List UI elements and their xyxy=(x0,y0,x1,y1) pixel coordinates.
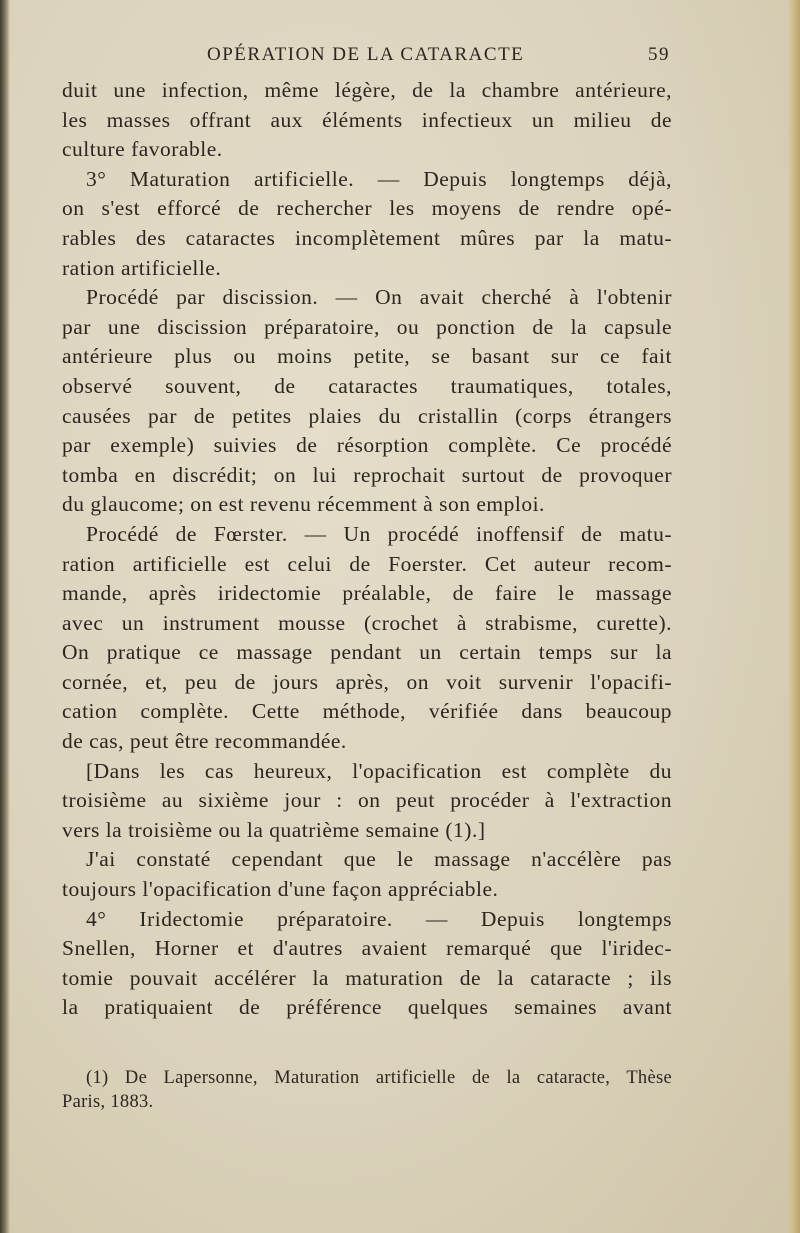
text-line: causées par de petites plaies du cristallin (corps étrangers xyxy=(62,403,672,428)
footnote-line: Paris, 1883. xyxy=(62,1092,154,1112)
text-line: rables des cataractes incomplètement mûres par la matu- xyxy=(62,225,672,250)
text-line: par exemple) suivies de résorption complète. Ce procédé xyxy=(62,433,672,458)
text-line: ration artificielle. xyxy=(62,255,222,280)
text-line: par une discission préparatoire, ou ponction de la capsule xyxy=(62,314,672,339)
text-line: duit une infection, même légère, de la chambre antérieure, xyxy=(62,78,672,102)
text-line: 3° Maturation artificielle. — Depuis longtemps déjà, xyxy=(86,166,672,191)
text-line: culture favorable. xyxy=(62,137,223,162)
text-line: tomba en discrédit; on lui reprochait surtout de provoquer xyxy=(62,462,672,487)
text-line: cornée, et, peu de jours après, on voit survenir l'opacifi- xyxy=(62,669,672,694)
text-line: tomie pouvait accélérer la maturation de la cataracte ; ils xyxy=(62,965,672,990)
text-line: mande, après iridectomie préalable, de faire le massage xyxy=(62,581,672,606)
text-line: cation complète. Cette méthode, vérifiée dans beaucoup xyxy=(62,699,672,724)
text-line: [Dans les cas heureux, l'opacification est complète du xyxy=(86,758,672,783)
text-line: Procédé par discission. — On avait cherché à l'obtenir xyxy=(86,285,672,310)
text-line: vers la troisième ou la quatrième semaine (1).] xyxy=(62,817,486,842)
footnotes xyxy=(62,1066,672,1114)
text-line: J'ai constaté cependant que le massage n'accélère pas xyxy=(86,847,672,872)
text-line: observé souvent, de cataractes traumatiques, totales, xyxy=(62,373,672,398)
text-line: de cas, peut être recommandée. xyxy=(62,729,347,754)
text-line: toujours l'opacification d'une façon appréciable. xyxy=(62,877,499,902)
page-number: 59 xyxy=(648,44,670,65)
body-text xyxy=(62,76,672,1023)
text-line: Snellen, Horner et d'autres avaient remarqué que l'iridec- xyxy=(62,936,672,961)
text-line: troisième au sixième jour : on peut procéder à l'extraction xyxy=(62,788,672,813)
running-title: OPÉRATION DE LA CATARACTE xyxy=(207,44,525,65)
text-line: les masses offrant aux éléments infectieux un milieu de xyxy=(62,107,672,132)
text-line: Procédé de Fœrster. — Un procédé inoffensif de matu- xyxy=(86,521,672,546)
page-edge-stain xyxy=(788,0,800,1233)
text-line: avec un instrument mousse (crochet à strabisme, curette). xyxy=(62,610,672,635)
running-header xyxy=(62,44,670,74)
text-line: ration artificielle est celui de Foerster. Cet auteur recom- xyxy=(62,551,672,576)
page-edge-shadow xyxy=(0,0,10,1233)
text-line: antérieure plus ou moins petite, se basant sur ce fait xyxy=(62,344,672,369)
text-line: 4° Iridectomie préparatoire. — Depuis longtemps xyxy=(86,906,672,931)
text-line: du glaucome; on est revenu récemment à son emploi. xyxy=(62,492,545,517)
footnote-line: (1) De Lapersonne, Maturation artificielle de la cataracte, Thèse xyxy=(86,1068,672,1088)
text-line: on s'est efforcé de rechercher les moyens de rendre opé- xyxy=(62,196,672,221)
text-line: On pratique ce massage pendant un certain temps sur la xyxy=(62,640,672,665)
text-line: la pratiquaient de préférence quelques semaines avant xyxy=(62,995,672,1020)
